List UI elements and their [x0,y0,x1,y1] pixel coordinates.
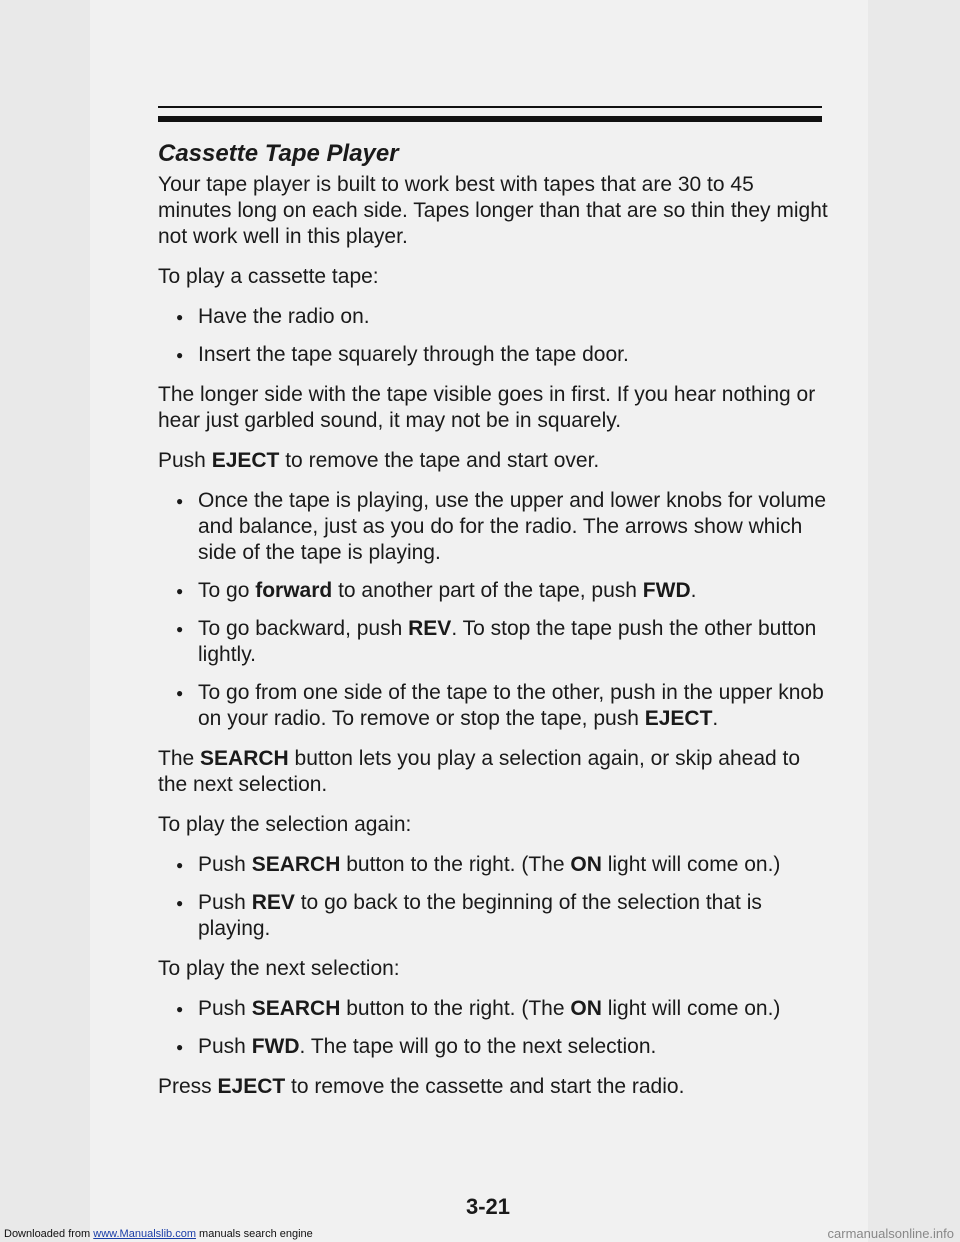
site-link[interactable]: www.Manualslib.com [93,1228,196,1240]
paragraph-search: The SEARCH button lets you play a selection again, or skip ahead to the next selection. [158,747,801,796]
paragraph-press-eject: Press EJECT to remove the cassette and start the radio. [158,1075,685,1098]
list-item: ● Push SEARCH button to the right. (The ON light will come on.) [158,996,828,1022]
watermark: carmanualsonline.info [827,1226,954,1241]
paragraph-play-cassette: To play a cassette tape: [158,265,379,288]
list-play-next [158,996,828,1060]
paragraph-play-next: To play the next selection: [158,957,400,980]
paragraph-play-again: To play the selection again: [158,813,412,836]
list-playing-controls [158,488,828,732]
paragraph-eject: Push EJECT to remove the tape and start over. [158,449,600,472]
list-item: ● Push FWD. The tape will go to the next selection. [158,1034,828,1060]
page-content [158,140,828,1114]
list-item: ● Push SEARCH button to the right. (The ON light will come on.) [158,852,828,878]
paragraph-intro: Your tape player is built to work best with tapes that are 30 to 45 minutes long on each side. Tapes longer than that are so thin they might not work well in this player. [158,173,828,248]
list-item: ● Push REV to go back to the beginning of the selection that is playing. [158,890,828,942]
download-banner: Downloaded from www.Manualslib.com manuals search engine [4,1228,313,1240]
list-item: ● To go backward, push REV. To stop the tape push the other button lightly. [158,616,828,668]
list-item: ● Once the tape is playing, use the upper and lower knobs for volume and balance, just as you do for the radio. The arrows show which side of the tape is playing. [158,488,828,566]
section-rule [158,116,822,122]
list-play-steps [158,304,828,368]
section-title: Cassette Tape Player [158,140,399,167]
page-number: 3-21 [466,1194,511,1219]
list-play-again [158,852,828,942]
paragraph-longer-side: The longer side with the tape visible goes in first. If you hear nothing or hear just garbled sound, it may not be in squarely. [158,383,816,432]
list-item: ● Have the radio on. [158,304,828,330]
list-item: ● To go forward to another part of the tape, push FWD. [158,578,828,604]
list-item: ● To go from one side of the tape to the other, push in the upper knob on your radio. To remove or stop the tape, push EJECT. [158,680,828,732]
list-item: ● Insert the tape squarely through the tape door. [158,342,828,368]
